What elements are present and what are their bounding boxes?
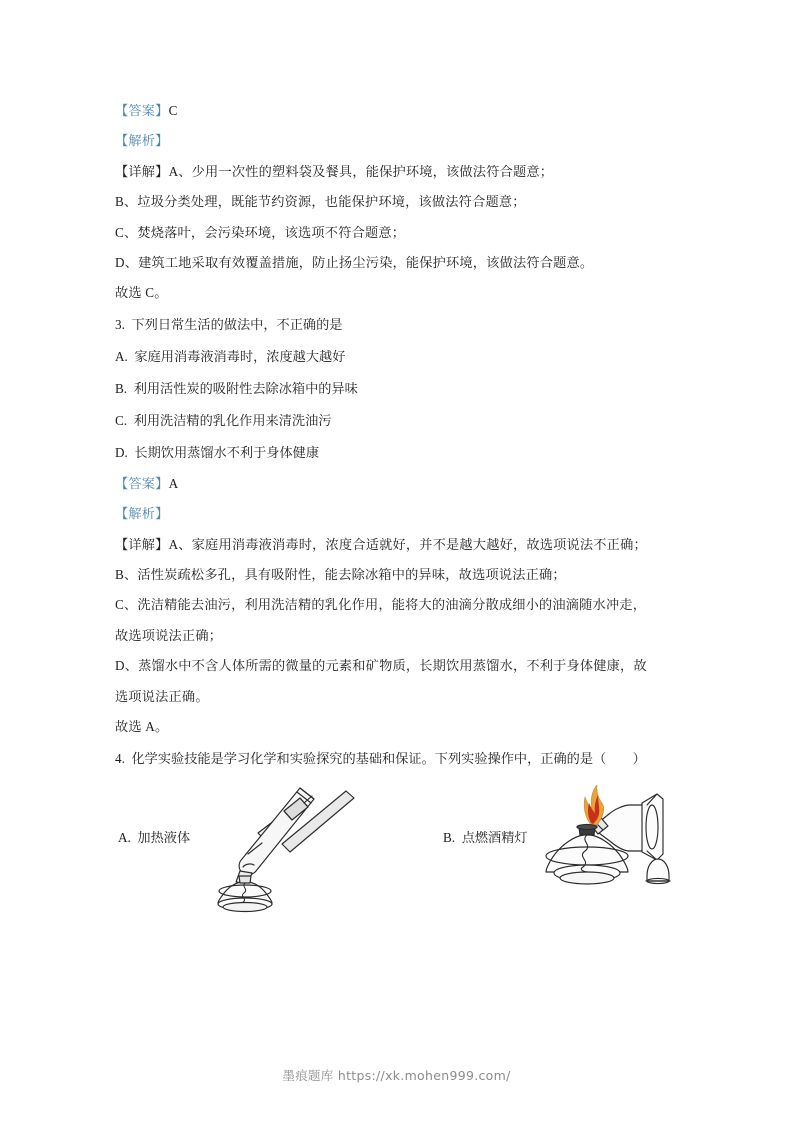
- q3-detail-line-1: [115, 530, 695, 560]
- analysis-tag: 【解析】: [115, 133, 169, 149]
- q3-answer-value: A: [168, 475, 179, 491]
- q4-option-a-text: 加热液体: [137, 829, 191, 845]
- q3-option-b-text: 利用活性炭的吸附性去除冰箱中的异味: [133, 380, 358, 396]
- q3-option-d-text: 长期饮用蒸馏水不利于身体健康: [134, 444, 320, 460]
- q3-number: 3.: [115, 316, 125, 332]
- detail-tag: 【详解】: [115, 163, 169, 179]
- q4-option-a[interactable]: [118, 781, 418, 916]
- q3-analysis-tag-line: [115, 499, 695, 529]
- q3-stem-line: [115, 309, 695, 341]
- q4-option-b-key: B.: [443, 829, 456, 845]
- site-watermark: 墨痕题库 https://xk.mohen999.com/: [282, 1068, 511, 1083]
- q3-detail-line-6: 选项说法正确。: [115, 688, 209, 704]
- answer-tag: 【答案】: [115, 475, 169, 491]
- q3-option-a[interactable]: [115, 341, 695, 373]
- q3-option-c-text: 利用洗洁精的乳化作用来清洗油污: [133, 412, 332, 428]
- q3-answer-line: [115, 469, 695, 499]
- q2-detail-line-4: D、建筑工地采取有效覆盖措施，防止扬尘污染，能保护环境，该做法符合题意。: [115, 255, 594, 271]
- answer-tag: 【答案】: [115, 103, 169, 118]
- q4-stem-line: [115, 743, 695, 775]
- q3-detail-line-2: B、活性炭疏松多孔，具有吸附性，能去除冰箱中的异味，故选项说法正确；: [115, 567, 566, 583]
- q2-detail-line-3: C、焚烧落叶，会污染环境，该选项不符合题意；: [115, 224, 406, 240]
- q3-option-d-key: D.: [115, 444, 128, 460]
- q3-option-a-key: A.: [115, 348, 128, 364]
- q3-stem-text: 下列日常生活的做法中，不正确的是: [131, 316, 343, 332]
- q2-detail-conclusion: 故选 C。: [115, 285, 168, 301]
- q4-number: 4.: [115, 750, 125, 766]
- q4-figure-row: [115, 781, 695, 916]
- document-content: [115, 96, 695, 916]
- q3-option-a-text: 家庭用消毒液消毒时，浓度越大越好: [134, 348, 346, 364]
- q2-detail-line-1: [115, 157, 695, 187]
- detail-tag: 【详解】: [115, 536, 169, 552]
- analysis-tag: 【解析】: [115, 506, 169, 522]
- q2-detail-text-1: A、少用一次性的塑料袋及餐具，能保护环境，该做法符合题意；: [168, 163, 554, 179]
- test-tube-heating-icon: [196, 781, 376, 916]
- q2-answer-line: [115, 96, 695, 126]
- q4-option-a-label: [118, 829, 190, 847]
- q3-option-d[interactable]: [115, 437, 695, 469]
- q2-answer-value: C: [168, 103, 178, 118]
- q3-option-c[interactable]: [115, 405, 695, 437]
- q4-option-b-label: [443, 829, 528, 847]
- q3-option-c-key: C.: [115, 412, 128, 428]
- q3-detail-line-4: 故选项说法正确；: [115, 627, 223, 643]
- q2-detail-line-2: B、垃圾分类处理，既能节约资源，也能保护环境，该做法符合题意；: [115, 194, 526, 210]
- q3-detail-conclusion: 故选 A。: [115, 719, 169, 735]
- q3-detail-text-1: A、家庭用消毒液消毒时，浓度合适就好，并不是越大越好，故选项说法不正确；: [168, 536, 647, 552]
- q3-option-b-key: B.: [115, 380, 128, 396]
- q2-analysis-tag-line: [115, 126, 695, 156]
- q4-stem-text: 化学实验技能是学习化学和实验探究的基础和保证。下列实验操作中，正确的是（ ）: [131, 750, 646, 766]
- lighting-alcohol-lamp-icon: [529, 781, 689, 916]
- q3-detail-line-5: D、蒸馏水中不含人体所需的微量的元素和矿物质，长期饮用蒸馏水，不利于身体健康，故: [115, 658, 647, 674]
- q3-detail-line-3: C、洗洁精能去油污，利用洗洁精的乳化作用，能将大的油滴分散成细小的油滴随水冲走，: [115, 597, 647, 613]
- q3-option-b[interactable]: [115, 373, 695, 405]
- q4-option-b[interactable]: [443, 781, 693, 916]
- q4-option-a-key: A.: [118, 829, 131, 845]
- q4-option-b-text: 点燃酒精灯: [461, 829, 528, 845]
